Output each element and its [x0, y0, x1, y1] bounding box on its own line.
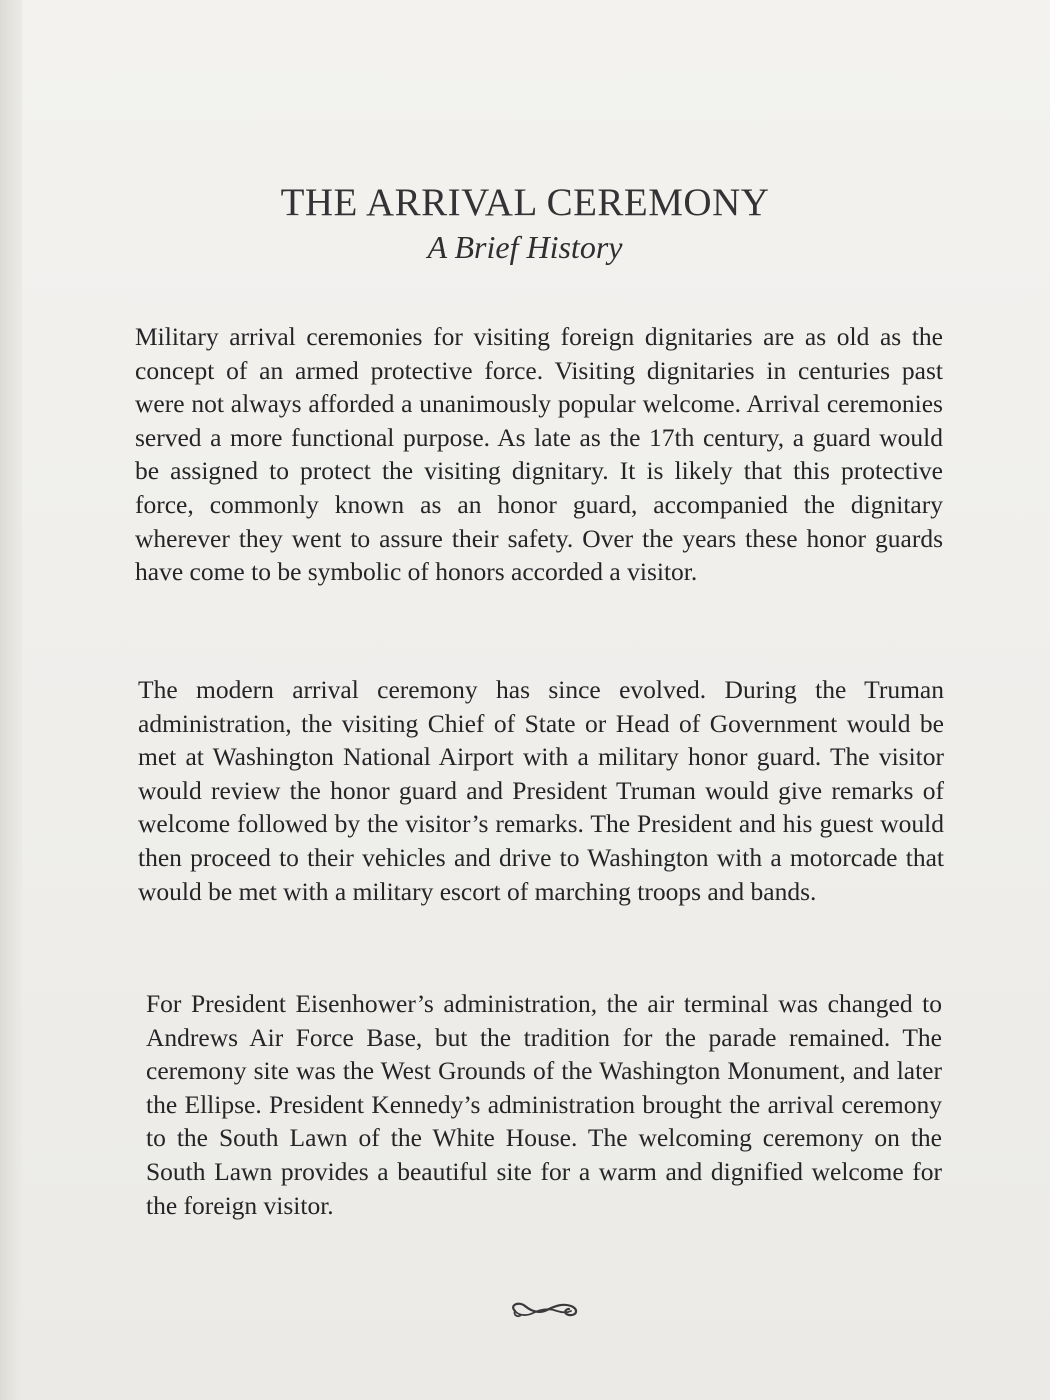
page-subtitle: A Brief History — [427, 229, 623, 265]
paragraph-3: For President Eisenhower’s administration, the air terminal was changed to Andrews Air Force Base, but the tradition for the parade remained. The ceremony site was the West Grounds of the Washington Monument, and later the Ellipse. President Kennedy’s administration brought the arrival ceremony to the South Lawn of the White House. The welcoming ceremony on the South Lawn provides a beautiful site for a warm and dignified welcome for the foreign visitor. — [146, 989, 942, 1220]
paragraph-1: Military arrival ceremonies for visiting foreign dignitaries are as old as the concept of an armed protective force. Visiting dignitaries in centuries past were not always afforded a unanimously popular welcome. Arrival ceremonies served a more functional purpose. As late as the 17th century, a guard would be assigned to protect the visiting dignitary. It is likely that this protective force, commonly known as an honor guard, accompanied the dignitary wherever they went to assure their safety. Over the years these honor guards have come to be symbolic of honors accorded a visitor. — [135, 322, 943, 587]
flourish-ornament-icon — [505, 1296, 585, 1324]
paragraph-2: The modern arrival ceremony has since evolved. During the Truman administration, the visiting Chief of State or Head of Government would be met at Washington National Airport with a military honor guard. The visitor would review the honor guard and President Truman would give remarks of welcome followed by the visitor’s remarks. The President and his guest would then proceed to their vehicles and drive to Washington with a motorcade that would be met with a military escort of marching troops and bands. — [138, 675, 944, 906]
page-title: THE ARRIVAL CEREMONY — [280, 181, 770, 224]
